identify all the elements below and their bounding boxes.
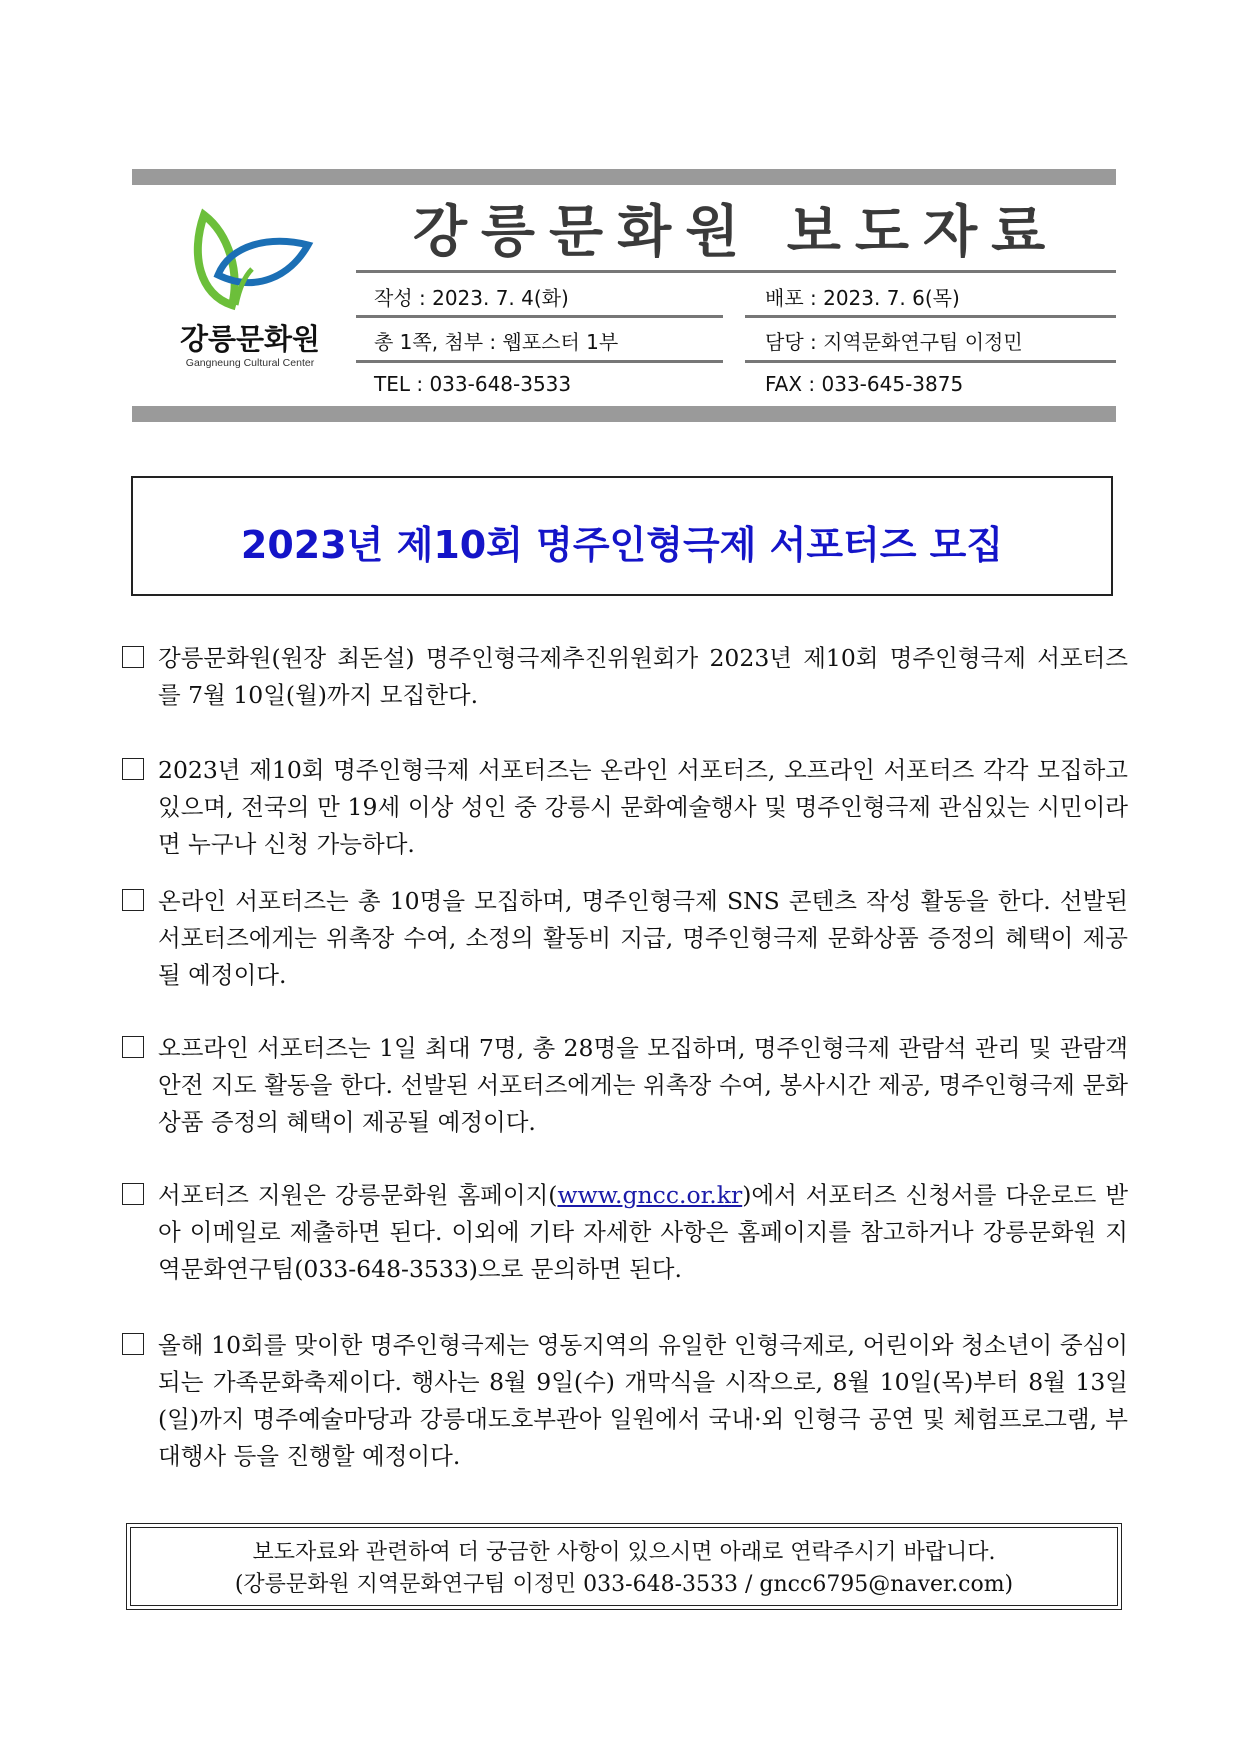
- paragraph-text: 강릉문화원(원장 최돈설) 명주인형극제추진위원회가 2023년 제10회 명주인형극제 서포터즈를 7월 10일(월)까지 모집한다.: [158, 644, 1128, 709]
- headline: 2023년 제10회 명주인형극제 서포터즈 모집: [240, 523, 1004, 567]
- paragraph: [122, 752, 1128, 863]
- page-title: 강릉문화원 보도자료: [412, 200, 1060, 265]
- checkbox-bullet-icon: [122, 1036, 144, 1058]
- paragraph: [122, 640, 1128, 714]
- fax: FAX : 033-645-3875: [765, 372, 964, 396]
- leaf-logo-icon: [160, 205, 340, 317]
- page-count: 총 1쪽, 첨부 : 웹포스터 1부: [374, 330, 619, 354]
- checkbox-bullet-icon: [122, 758, 144, 780]
- divider: [745, 360, 1116, 363]
- paragraph: [122, 883, 1128, 994]
- checkbox-bullet-icon: [122, 646, 144, 668]
- paragraph-text: 온라인 서포터즈는 총 10명을 모집하며, 명주인형극제 SNS 콘텐츠 작성 활동을 한다. 선발된 서포터즈에게는 위촉장 수여, 소정의 활동비 지급, 명주인형극제 문화상품 증정의 혜택이 제공될 예정이다.: [158, 887, 1128, 989]
- paragraph: [122, 1327, 1128, 1475]
- paragraph-text: 오프라인 서포터즈는 1일 최대 7명, 총 28명을 모집하며, 명주인형극제 관람석 관리 및 관람객 안전 지도 활동을 한다. 선발된 서포터즈에게는 위촉장 수여, 봉사시간 제공, 명주인형극제 문화상품 증정의 혜택이 제공될 예정이다.: [158, 1034, 1128, 1136]
- divider: [356, 360, 723, 363]
- written-date: 작성 : 2023. 7. 4(화): [374, 286, 569, 310]
- paragraph: [122, 1030, 1128, 1141]
- tel: TEL : 033-648-3533: [374, 372, 572, 396]
- checkbox-bullet-icon: [122, 889, 144, 911]
- checkbox-bullet-icon: [122, 1183, 144, 1205]
- contact-box: [126, 1523, 1122, 1610]
- contact-inner: [130, 1527, 1118, 1606]
- headline-box: [131, 476, 1113, 596]
- paragraph: [122, 1177, 1128, 1288]
- header-bottom-bar: [132, 406, 1116, 422]
- paragraph-text: 서포터즈 지원은 강릉문화원 홈페이지(www.gncc.or.kr)에서 서포터즈 신청서를 다운로드 받아 이메일로 제출하면 된다. 이외에 기타 자세한 사항은 홈페이지를 참고하거나 강릉문화원 지역문화연구팀(033-648-3533)으로 문의하면 된다.: [158, 1181, 1128, 1283]
- header-top-bar: [132, 169, 1116, 185]
- contact-line: 보도자료와 관련하여 더 궁금한 사항이 있으시면 아래로 연락주시기 바랍니다.: [252, 1540, 996, 1565]
- org-name-english: Gangneung Cultural Center: [185, 357, 315, 369]
- contact-person: 담당 : 지역문화연구팀 이정민: [765, 330, 1023, 354]
- org-name: 강릉문화원: [179, 322, 321, 356]
- paragraph-text: 2023년 제10회 명주인형극제 서포터즈는 온라인 서포터즈, 오프라인 서포터즈 각각 모집하고 있으며, 전국의 만 19세 이상 성인 중 강릉시 문화예술행사 및 명주인형극제 관심있는 시민이라면 누구나 신청 가능하다.: [158, 756, 1128, 858]
- distribution-date: 배포 : 2023. 7. 6(목): [765, 286, 960, 310]
- checkbox-bullet-icon: [122, 1333, 144, 1355]
- divider: [745, 315, 1116, 318]
- paragraph-text: 올해 10회를 맞이한 명주인형극제는 영동지역의 유일한 인형극제로, 어린이와 청소년이 중심이 되는 가족문화축제이다. 행사는 8월 9일(수) 개막식을 시작으로, 8월 10일(목)부터 8월 13일(일)까지 명주예술마당과 강릉대도호부관아 일원에서 국내·외 인형극 공연 및 체험프로그램, 부대행사 등을 진행할 예정이다.: [158, 1331, 1128, 1470]
- org-logo: [160, 205, 340, 375]
- contact-line: (강릉문화원 지역문화연구팀 이정민 033-648-3533 / gncc6795@naver.com): [234, 1572, 1014, 1597]
- divider: [356, 315, 723, 318]
- divider: [356, 270, 1116, 273]
- homepage-link[interactable]: www.gncc.or.kr: [557, 1181, 743, 1209]
